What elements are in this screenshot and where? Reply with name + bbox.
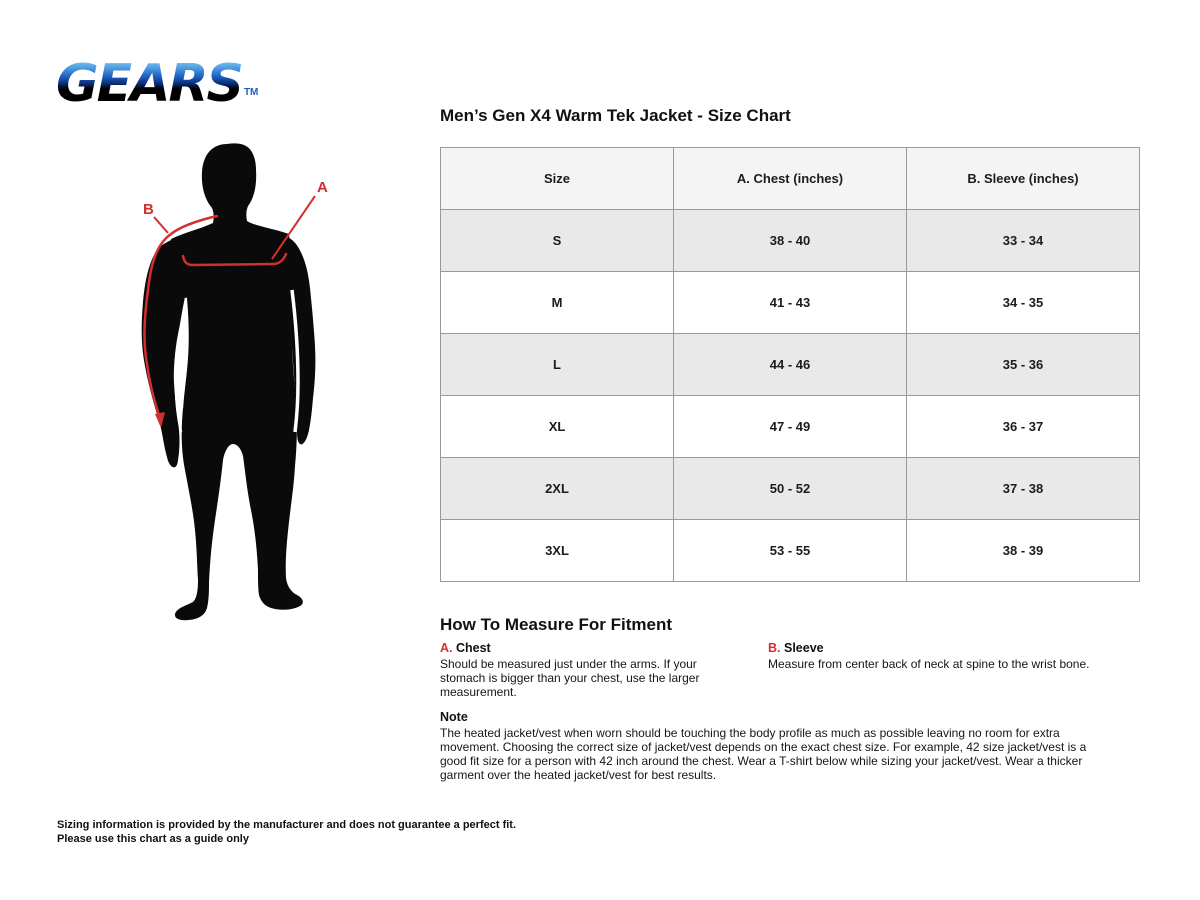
brand-logo [56, 54, 259, 114]
table-cell: 2XL [441, 458, 674, 520]
table-cell: 47 - 49 [674, 396, 907, 458]
table-cell: M [441, 272, 674, 334]
label-a: A [317, 179, 328, 196]
table-cell: 53 - 55 [674, 520, 907, 582]
measure-instruction-sleeve [768, 641, 1140, 699]
disclaimer-line-1: Sizing information is provided by the manufacturer and does not guarantee a perfect fit. [57, 819, 517, 831]
chest-label-prefix: A. [440, 641, 453, 655]
table-cell: 50 - 52 [674, 458, 907, 520]
chest-instruction-text: Should be measured just under the arms. If your stomach is bigger than your chest, use the larger measurement. [440, 657, 700, 699]
silhouette-legs [175, 408, 303, 620]
body-silhouette-figure [105, 140, 385, 640]
column-header: A. Chest (inches) [674, 148, 907, 210]
table-cell: L [441, 334, 674, 396]
table-cell: 38 - 39 [907, 520, 1140, 582]
table-cell: 38 - 40 [674, 210, 907, 272]
sleeve-instruction-text: Measure from center back of neck at spine to the wrist bone. [768, 657, 1090, 671]
table-cell: 35 - 36 [907, 334, 1140, 396]
note-text: The heated jacket/vest when worn should be touching the body profile as much as possible leaving no room for extra movement. Choosing the correct size of jacket/vest depends on the exact chest size. For example, 42 size jacket/vest is a good fit size for a person with 42 inch around the chest. Wear a T-shirt below while sizing your jacket/vest. Wear a thicker garment over the heated jacket/vest for best results. [440, 726, 1087, 782]
column-header: Size [441, 148, 674, 210]
table-row [441, 396, 1140, 458]
table-cell: 44 - 46 [674, 334, 907, 396]
sleeve-label-text: Sleeve [783, 641, 824, 655]
brand-logo-text: GEARS [56, 54, 242, 114]
table-cell: 41 - 43 [674, 272, 907, 334]
how-to-measure-heading: How To Measure For Fitment [440, 615, 673, 634]
label-b: B [143, 201, 154, 218]
trademark-symbol: TM [243, 86, 259, 98]
table-cell: 36 - 37 [907, 396, 1140, 458]
page-title: Men’s Gen X4 Warm Tek Jacket - Size Chart [440, 106, 791, 125]
measure-instructions [440, 641, 1140, 699]
sleeve-label-prefix: B. [768, 641, 781, 655]
note-block [440, 710, 1100, 782]
table-header-row [441, 148, 1140, 210]
table-cell: XL [441, 396, 674, 458]
table-row [441, 458, 1140, 520]
chest-instruction-title [440, 641, 768, 655]
measure-instruction-chest [440, 641, 768, 699]
table-cell: S [441, 210, 674, 272]
note-heading: Note [440, 710, 468, 724]
table-cell: 3XL [441, 520, 674, 582]
disclaimer-line-2: Please use this chart as a guide only [57, 833, 249, 845]
table-cell: 37 - 38 [907, 458, 1140, 520]
table-cell: 34 - 35 [907, 272, 1140, 334]
column-header: B. Sleeve (inches) [907, 148, 1140, 210]
measurement-figure [105, 140, 385, 640]
label-b-leader-line [154, 217, 168, 233]
table-row [441, 334, 1140, 396]
table-row [441, 272, 1140, 334]
size-table [440, 147, 1140, 582]
table-row [441, 520, 1140, 582]
table-row [441, 210, 1140, 272]
chest-label-text: Chest [455, 641, 491, 655]
sleeve-instruction-title [768, 641, 1140, 655]
table-cell: 33 - 34 [907, 210, 1140, 272]
sizing-disclaimer [57, 818, 537, 846]
